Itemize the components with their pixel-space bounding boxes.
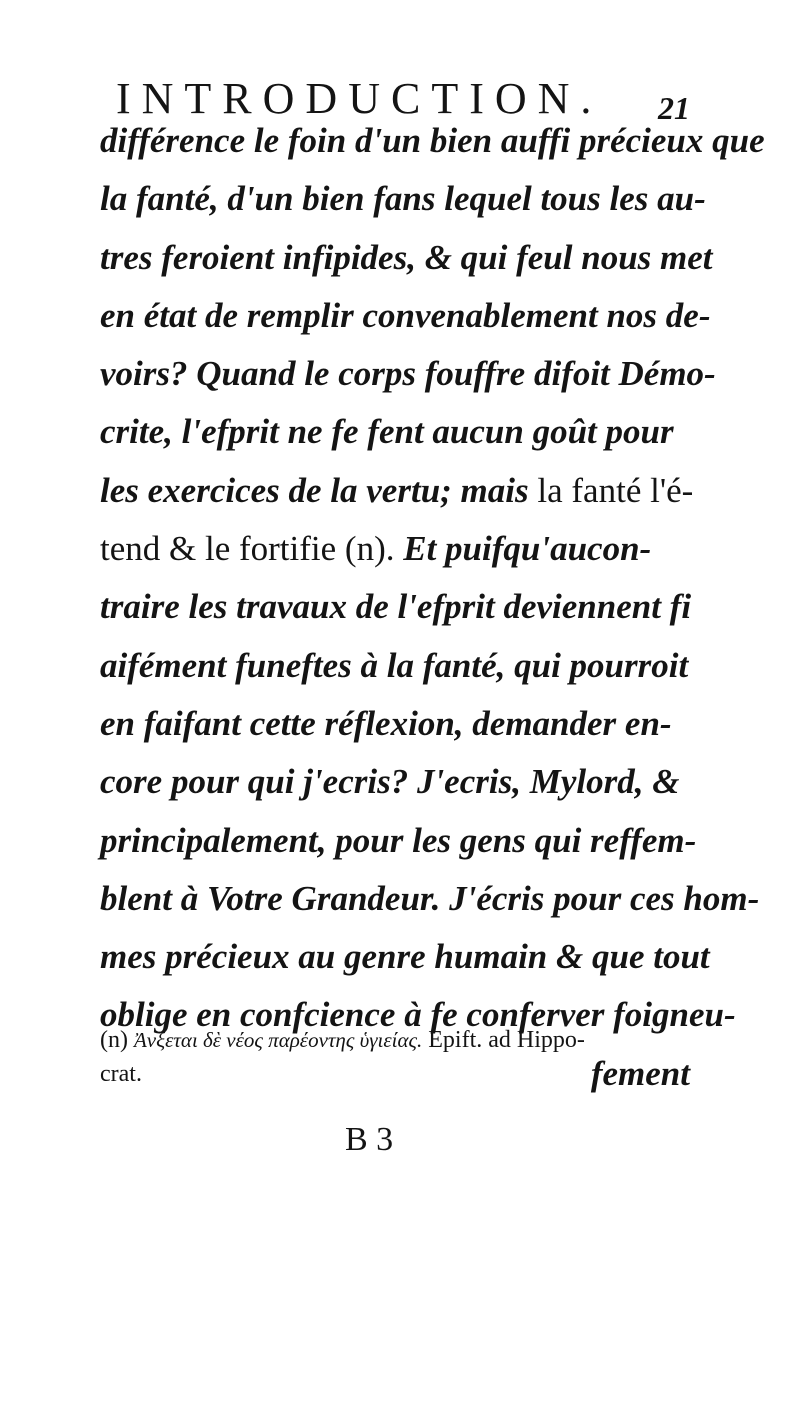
text-line: blent à Votre Grandeur. J'écris pour ces hom- (100, 878, 760, 918)
text-line (100, 462, 694, 520)
text-line-catchword: fement (590, 1053, 690, 1093)
page-number: 21 (658, 90, 690, 126)
text-line: en faifant cette réflexion, demander en- (100, 703, 672, 743)
text-line: core pour qui j'ecris? J'ecris, Mylord, & (100, 762, 680, 802)
text-segment-italic: Et puifqu'aucon- (394, 529, 652, 569)
footnote-citation: Epift. ad Hippo- (422, 1027, 585, 1053)
text-line: aifément funeftes à la fanté, qui pourroit (100, 645, 689, 685)
running-title: INTRODUCTION. (116, 74, 603, 123)
footnote-line: crat. (100, 1061, 142, 1087)
text-line (100, 520, 690, 578)
footnote-line (100, 1023, 690, 1057)
text-segment-roman: tend & le fortifie (n). (100, 529, 395, 569)
text-line: mes précieux au genre humain & que tout (100, 937, 710, 977)
text-line: crite, l'efprit ne fe fent aucun goût pour (100, 412, 674, 452)
text-line: différence le foin d'un bien auffi précieux que (100, 121, 765, 160)
text-line: oblige en confcience à fe conferver foigneu- (100, 995, 736, 1035)
signature-mark: B 3 (345, 1121, 394, 1158)
footnote (100, 1023, 690, 1091)
text-segment-italic: les exercices de la vertu; mais (100, 470, 529, 510)
footnote-greek: Ἀνξεται δὲ νέος παρέοντης ὑγιείας. (133, 1028, 423, 1052)
text-line: tres feroient infipides, & qui feul nous met (100, 237, 713, 277)
text-segment-roman: la fanté l'é- (528, 470, 694, 510)
body-text (100, 112, 765, 1103)
text-line: voirs? Quand le corps fouffre difoit Démo- (100, 354, 716, 394)
text-line: en état de remplir convenablement nos de- (100, 295, 711, 335)
footnote-marker: (n) (100, 1027, 128, 1053)
text-line: la fanté, d'un bien fans lequel tous les au- (100, 179, 706, 219)
text-line: principalement, pour les gens qui reffem- (100, 820, 697, 860)
text-line: traire les travaux de l'efprit deviennent fi (100, 587, 692, 627)
